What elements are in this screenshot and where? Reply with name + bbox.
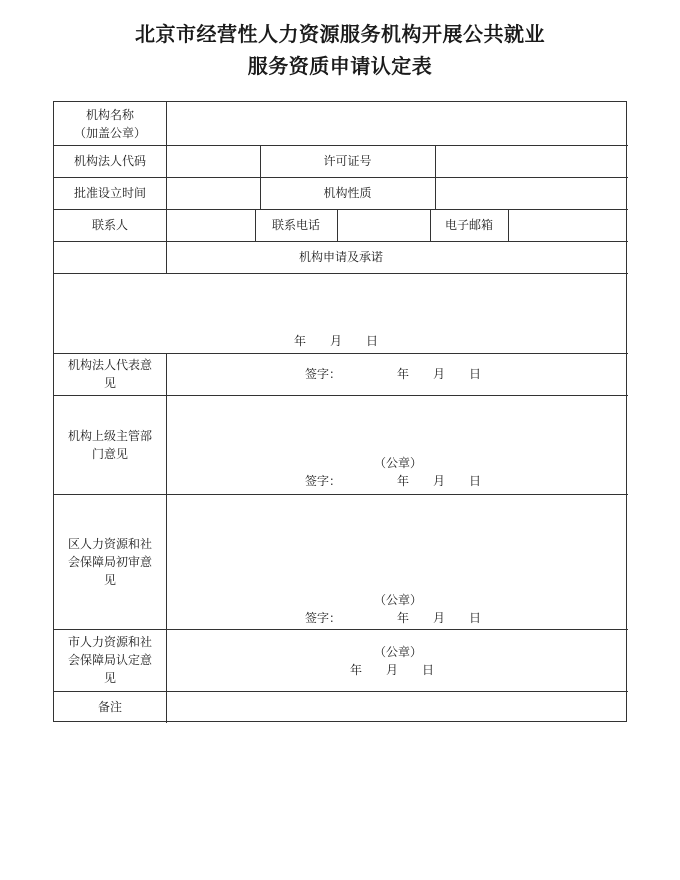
city-opinion-line-1: 市人力资源和社	[67, 635, 152, 649]
form-title-line-1: 北京市经营性人力资源服务机构开展公共就业	[135, 22, 545, 46]
legal-rep-opinion-label	[54, 353, 166, 395]
email-field[interactable]	[508, 209, 628, 241]
legal-rep-opinion-line-1: 机构法人代表意	[67, 358, 152, 372]
contact-person-field[interactable]	[166, 209, 255, 241]
approval-date-label: 批准设立时间	[73, 186, 146, 200]
district-seal-label: （公章）	[374, 593, 423, 607]
city-seal-label: （公章）	[374, 645, 423, 659]
application-form-table	[53, 101, 627, 722]
city-date: 年 月 日	[350, 663, 435, 677]
org-name-label	[54, 102, 166, 145]
superior-opinion-line-1: 机构上级主管部	[67, 428, 152, 443]
city-opinion-line-2: 会保障局认定意	[67, 653, 152, 667]
district-opinion-label	[54, 494, 166, 629]
legal-code-field[interactable]	[166, 145, 260, 177]
legal-rep-date: 年 月 日	[397, 367, 482, 381]
superior-seal-label: （公章）	[374, 456, 423, 470]
org-nature-field[interactable]	[435, 177, 628, 209]
district-sign-label: 签字：	[305, 611, 342, 625]
city-opinion-line-3: 见	[103, 671, 116, 685]
remarks-label: 备注	[97, 699, 122, 714]
contact-phone-label: 联系电话	[271, 218, 320, 232]
district-opinion-line-1: 区人力资源和社	[67, 536, 152, 551]
email-label: 电子邮箱	[444, 218, 493, 232]
city-opinion-label	[54, 629, 166, 691]
superior-opinion-line-2: 门意见	[91, 446, 128, 461]
legal-rep-sign-label: 签字：	[305, 367, 342, 381]
district-date: 年 月 日	[397, 611, 482, 625]
form-title-line-2: 服务资质申请认定表	[247, 54, 433, 78]
org-nature-label: 机构性质	[323, 186, 372, 200]
application-header: 机构申请及承诺	[298, 250, 383, 264]
remarks-field[interactable]	[166, 691, 628, 722]
contact-person-label: 联系人	[91, 218, 128, 232]
superior-opinion-label	[54, 395, 166, 494]
license-no-field[interactable]	[435, 145, 628, 177]
org-name-label-text: 机构名称	[85, 107, 134, 122]
org-name-seal-note: （加盖公章）	[73, 125, 146, 140]
license-no-label: 许可证号	[323, 154, 372, 168]
legal-code-label: 机构法人代码	[73, 154, 146, 168]
district-opinion-line-3: 见	[103, 572, 116, 587]
approval-date-field[interactable]	[166, 177, 260, 209]
legal-rep-opinion-line-2: 见	[103, 376, 116, 390]
application-date: 年 月 日	[294, 334, 379, 348]
org-name-field[interactable]	[166, 102, 628, 145]
contact-phone-field[interactable]	[337, 209, 430, 241]
superior-sign-label: 签字：	[305, 474, 342, 488]
superior-date: 年 月 日	[397, 474, 482, 488]
district-opinion-line-2: 会保障局初审意	[67, 554, 152, 569]
